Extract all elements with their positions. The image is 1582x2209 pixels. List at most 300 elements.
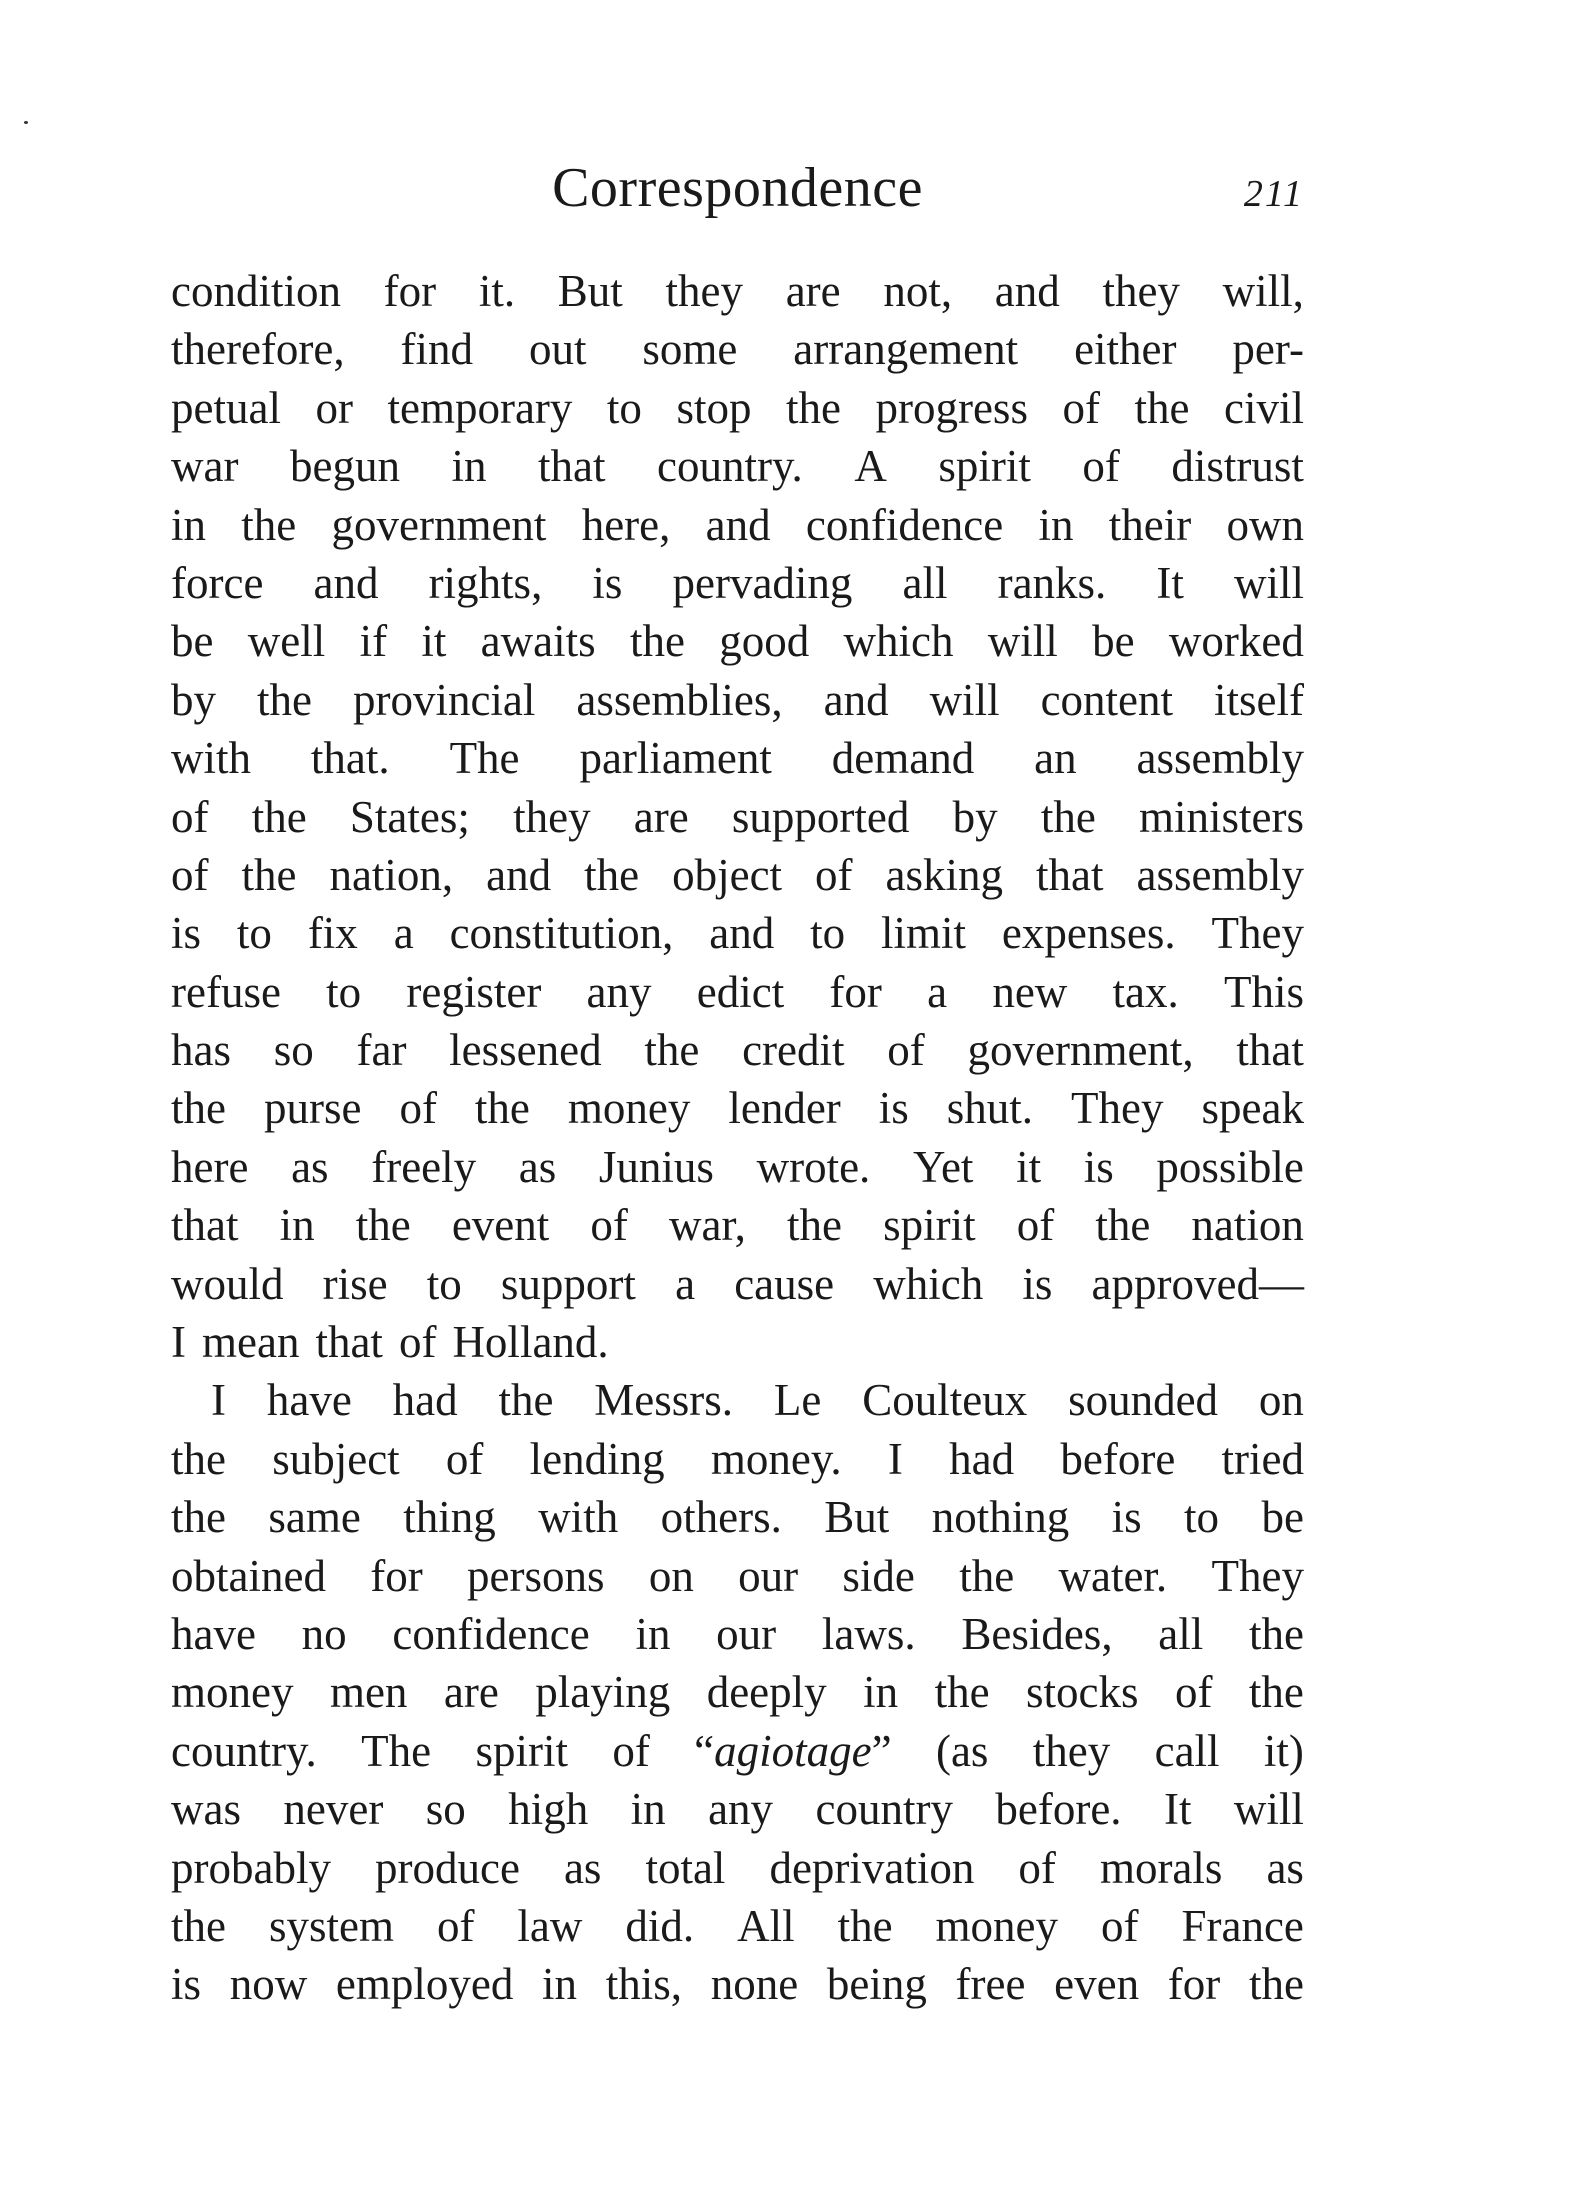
running-head-title: Correspondence: [552, 157, 923, 219]
text-line: [171, 846, 1304, 904]
word: it: [421, 616, 447, 667]
word: an: [1034, 733, 1077, 784]
word: government: [331, 499, 547, 550]
word: the: [498, 1375, 554, 1426]
word: their: [1108, 499, 1192, 550]
word: in: [279, 1200, 315, 1251]
word: Yet: [912, 1141, 974, 1192]
word: the: [787, 1200, 842, 1251]
word: temporary: [387, 382, 573, 433]
word: is: [1022, 1258, 1053, 1309]
text-line: [171, 1021, 1304, 1079]
word: per-: [1232, 324, 1304, 375]
word: being: [826, 1959, 927, 2010]
word: This: [1223, 966, 1304, 1017]
word: content: [1040, 674, 1174, 725]
word: force: [171, 557, 264, 608]
word: had: [392, 1375, 458, 1426]
word: the: [785, 382, 841, 433]
word: of: [445, 1433, 484, 1484]
word: will: [1233, 557, 1304, 608]
word: the: [629, 616, 685, 667]
word: constitution,: [449, 908, 674, 959]
word: if: [359, 616, 388, 667]
word: of: [398, 1317, 437, 1368]
word: the: [171, 1492, 226, 1543]
word: Junius: [598, 1141, 714, 1192]
text-line: [171, 788, 1304, 846]
text-line: [171, 963, 1304, 1021]
word: awaits: [480, 616, 596, 667]
word: government,: [967, 1025, 1194, 1076]
word: that.: [310, 733, 390, 784]
word: tax.: [1112, 966, 1179, 1017]
word: of: [590, 1200, 628, 1251]
word: assembly: [1136, 733, 1304, 784]
body-text: [171, 262, 1304, 2014]
word: before.: [995, 1784, 1122, 1835]
word: and: [823, 674, 889, 725]
word: register: [406, 966, 542, 1017]
word: for: [370, 1550, 423, 1601]
word: mean: [202, 1317, 300, 1368]
word: war: [171, 441, 239, 492]
word: as: [518, 1141, 557, 1192]
word: which: [873, 1258, 984, 1309]
word: confidence: [805, 499, 1004, 550]
text-line: [171, 671, 1304, 729]
word: deprivation: [769, 1842, 975, 1893]
word: in: [863, 1667, 899, 1718]
word: But: [557, 266, 623, 316]
word: in: [542, 1959, 578, 2010]
word: is: [592, 557, 623, 608]
text-line: [171, 612, 1304, 670]
word: is: [171, 1959, 202, 2010]
word: none: [710, 1959, 799, 2010]
word: never: [283, 1784, 384, 1835]
word: free: [955, 1959, 1026, 2010]
word: with: [538, 1492, 619, 1543]
word: probably: [171, 1842, 331, 1893]
word: the: [1248, 1959, 1304, 2010]
text-line: [171, 320, 1304, 378]
word: all: [902, 557, 948, 608]
word: had: [949, 1433, 1015, 1484]
word: country.: [657, 441, 803, 492]
word: did.: [625, 1900, 695, 1951]
word: thing: [403, 1492, 496, 1543]
word: spirit: [475, 1725, 568, 1776]
word: possible: [1156, 1141, 1304, 1192]
word: are: [785, 266, 841, 316]
word: they: [665, 266, 743, 316]
word: nation: [1191, 1200, 1304, 1251]
word: nothing: [931, 1492, 1070, 1543]
word: are: [443, 1667, 499, 1718]
ink-speck: [24, 121, 28, 124]
word: far: [356, 1025, 407, 1076]
word: nation,: [329, 849, 454, 900]
word: by: [952, 791, 998, 842]
word: will,: [1222, 266, 1304, 316]
word: petual: [171, 382, 281, 433]
word: is: [1083, 1141, 1114, 1192]
word: own: [1226, 499, 1304, 550]
word: cause: [734, 1258, 835, 1309]
word: out: [528, 324, 587, 375]
text-line: [171, 1255, 1304, 1313]
word: the: [1248, 1608, 1304, 1659]
word: lessened: [449, 1025, 602, 1076]
word: system: [268, 1900, 394, 1951]
word: that: [538, 441, 606, 492]
word: therefore,: [171, 324, 345, 375]
word: of: [1174, 1667, 1213, 1718]
word: to: [1184, 1492, 1220, 1543]
word: have: [266, 1375, 352, 1426]
word: this,: [605, 1959, 683, 2010]
word: to: [606, 382, 642, 433]
word: sounded: [1068, 1375, 1219, 1426]
word: and: [709, 908, 775, 959]
text-line: [171, 1897, 1304, 1955]
word: speak: [1201, 1083, 1304, 1134]
word: not,: [883, 266, 953, 316]
word: will: [987, 616, 1058, 667]
word: a: [393, 908, 414, 959]
word: They: [1211, 1550, 1304, 1601]
word: (as: [935, 1725, 989, 1776]
word: the: [837, 1900, 893, 1951]
word: of: [171, 791, 209, 842]
word: of: [1062, 382, 1100, 433]
text-line: [171, 262, 1304, 320]
word: support: [500, 1258, 636, 1309]
text-line: [171, 496, 1304, 554]
word: money: [171, 1667, 294, 1718]
word: Holland.: [452, 1317, 609, 1368]
running-head: [171, 148, 1304, 228]
word: the: [474, 1083, 530, 1134]
word: purse: [263, 1083, 362, 1134]
word: others.: [660, 1492, 782, 1543]
word: of: [1100, 1900, 1139, 1951]
word: States;: [349, 791, 470, 842]
word: or: [315, 382, 353, 433]
word: money: [567, 1083, 691, 1134]
word: and: [705, 499, 771, 550]
word: the: [241, 499, 297, 550]
word: on: [648, 1550, 694, 1601]
word: the: [644, 1025, 700, 1076]
word: “agiotage”: [694, 1725, 892, 1776]
word: would: [171, 1258, 284, 1309]
word: fix: [307, 908, 358, 959]
word: civil: [1223, 382, 1304, 433]
word: has: [171, 1025, 231, 1076]
word: object: [672, 849, 783, 900]
word: same: [268, 1492, 361, 1543]
word: on: [1258, 1375, 1304, 1426]
word: employed: [335, 1959, 514, 2010]
word: before: [1060, 1433, 1176, 1484]
word: be: [1092, 616, 1135, 667]
word: the: [355, 1200, 411, 1251]
word: men: [329, 1667, 408, 1718]
word: condition: [171, 266, 341, 316]
text-line: [171, 1605, 1304, 1663]
word: in: [171, 499, 207, 550]
word: country: [815, 1784, 953, 1835]
word: The: [449, 733, 520, 784]
word: produce: [374, 1842, 520, 1893]
word: tried: [1221, 1433, 1304, 1484]
word: have: [171, 1608, 256, 1659]
word: as: [563, 1842, 602, 1893]
word: will: [929, 674, 1000, 725]
word: the: [256, 674, 312, 725]
word: which: [843, 616, 954, 667]
text-line: [171, 1839, 1304, 1897]
word: the: [171, 1083, 226, 1134]
word: they: [513, 791, 591, 842]
word: of: [171, 849, 209, 900]
word: be: [1261, 1492, 1304, 1543]
text-line: [171, 554, 1304, 612]
word: I: [211, 1375, 226, 1426]
word: Messrs.: [594, 1375, 734, 1426]
word: call: [1154, 1725, 1220, 1776]
word: and: [313, 557, 379, 608]
word: money.: [710, 1433, 842, 1484]
word: confidence: [392, 1608, 590, 1659]
word: any: [708, 1784, 774, 1835]
word: Besides,: [961, 1608, 1113, 1659]
word: expenses.: [1001, 908, 1176, 959]
word: It: [1156, 557, 1184, 608]
word: of: [436, 1900, 475, 1951]
word: that: [1036, 849, 1104, 900]
word: limit: [881, 908, 967, 959]
word: freely: [371, 1141, 477, 1192]
word: in: [1038, 499, 1074, 550]
word: Le: [773, 1375, 822, 1426]
word: ranks.: [997, 557, 1107, 608]
word: in: [451, 441, 487, 492]
text-line: [171, 1780, 1304, 1838]
word: stocks: [1026, 1667, 1139, 1718]
text-line: [171, 1313, 1304, 1371]
text-line: [171, 1430, 1304, 1488]
word: refuse: [171, 966, 281, 1017]
word: that: [315, 1317, 383, 1368]
word: here: [171, 1141, 249, 1192]
word: no: [301, 1608, 347, 1659]
word: is: [878, 1083, 909, 1134]
word: rights,: [428, 557, 543, 608]
word: morals: [1099, 1842, 1223, 1893]
word: any: [586, 966, 652, 1017]
word: pervading: [672, 557, 853, 608]
word: high: [508, 1784, 589, 1835]
word: lending: [529, 1433, 665, 1484]
page-number: 211: [1243, 173, 1304, 215]
word: Coulteux: [862, 1375, 1028, 1426]
word: the: [171, 1900, 226, 1951]
word: a: [675, 1258, 696, 1309]
word: it): [1263, 1725, 1304, 1776]
word: provincial: [352, 674, 536, 725]
word: asking: [885, 849, 1004, 900]
text-line: [171, 729, 1304, 787]
text-line: [171, 379, 1304, 437]
word: for: [1167, 1959, 1221, 2010]
word: good: [719, 616, 810, 667]
word: here,: [581, 499, 671, 550]
word: that: [171, 1200, 239, 1251]
text-line: [171, 1663, 1304, 1721]
word: so: [425, 1784, 466, 1835]
text-line: [171, 1547, 1304, 1605]
word: persons: [467, 1550, 605, 1601]
text-line: [171, 1079, 1304, 1137]
word: laws.: [821, 1608, 916, 1659]
word: worked: [1168, 616, 1304, 667]
word: rise: [322, 1258, 388, 1309]
word: the: [1248, 1667, 1304, 1718]
word: for: [829, 966, 882, 1017]
word: our: [716, 1608, 777, 1659]
word: are: [633, 791, 689, 842]
word: with: [171, 733, 252, 784]
word: of: [1082, 441, 1120, 492]
word: stop: [676, 382, 752, 433]
word: either: [1074, 324, 1177, 375]
word: of: [1018, 1842, 1056, 1893]
word: supported: [731, 791, 910, 842]
word: the: [241, 849, 297, 900]
word: money: [935, 1900, 1059, 1951]
word: our: [738, 1550, 799, 1601]
word: of: [612, 1725, 650, 1776]
word: even: [1054, 1959, 1140, 2010]
word: progress: [875, 382, 1028, 433]
text-line: [171, 1371, 1304, 1429]
word: The: [361, 1725, 432, 1776]
word: to: [810, 908, 846, 959]
word: I: [171, 1317, 186, 1368]
word: spirit: [938, 441, 1031, 492]
word: they: [1102, 266, 1180, 316]
word: parliament: [579, 733, 772, 784]
text-line: [171, 1722, 1304, 1780]
word: the: [171, 1433, 226, 1484]
word: All: [737, 1900, 795, 1951]
word: assembly: [1136, 849, 1304, 900]
word: well: [247, 616, 326, 667]
word: it.: [478, 266, 516, 316]
word: as: [1266, 1842, 1304, 1893]
word: now: [229, 1959, 308, 2010]
word: all: [1158, 1608, 1204, 1659]
word: in: [630, 1784, 666, 1835]
word: arrangement: [793, 324, 1019, 375]
word: assemblies,: [576, 674, 783, 725]
word: new: [992, 966, 1068, 1017]
word: deeply: [706, 1667, 827, 1718]
word: approved—: [1091, 1258, 1304, 1309]
word: is: [1111, 1492, 1142, 1543]
word: begun: [289, 441, 400, 492]
text-line: [171, 1196, 1304, 1254]
word: But: [824, 1492, 890, 1543]
word: and: [994, 266, 1060, 316]
word: I: [887, 1433, 903, 1484]
word: playing: [535, 1667, 671, 1718]
word: the: [251, 791, 307, 842]
word: France: [1181, 1900, 1304, 1951]
word: demand: [831, 733, 975, 784]
word: for: [383, 266, 437, 316]
word: the: [959, 1550, 1015, 1601]
word: find: [400, 324, 474, 375]
word: to: [426, 1258, 462, 1309]
word: country.: [171, 1725, 317, 1776]
word: ministers: [1139, 791, 1304, 842]
word: the: [1095, 1200, 1151, 1251]
word: It: [1163, 1784, 1192, 1835]
word: obtained: [171, 1550, 326, 1601]
text-line: [171, 1955, 1304, 2013]
word: is: [171, 908, 202, 959]
text-line: [171, 1488, 1304, 1546]
word: subject: [272, 1433, 400, 1484]
word: and: [486, 849, 552, 900]
word: total: [645, 1842, 726, 1893]
text-line: [171, 437, 1304, 495]
word: the: [934, 1667, 990, 1718]
word: some: [642, 324, 738, 375]
word: event: [451, 1200, 550, 1251]
word: the: [1040, 791, 1096, 842]
word: in: [635, 1608, 671, 1659]
word: a: [927, 966, 948, 1017]
text-line: [171, 904, 1304, 962]
word: side: [842, 1550, 915, 1601]
word: of: [815, 849, 853, 900]
word: it: [1016, 1141, 1042, 1192]
word: itself: [1214, 674, 1304, 725]
word: spirit: [883, 1200, 976, 1251]
word: of: [1016, 1200, 1055, 1251]
word: as: [291, 1141, 329, 1192]
text-line: [171, 1138, 1304, 1196]
word: A: [854, 441, 887, 492]
word: water.: [1058, 1550, 1168, 1601]
word: They: [1211, 908, 1304, 959]
word: to: [236, 908, 272, 959]
word: shut.: [946, 1083, 1034, 1134]
word: They: [1071, 1083, 1164, 1134]
word: of: [887, 1025, 925, 1076]
word: the: [1134, 382, 1190, 433]
word: the: [584, 849, 640, 900]
word: by: [171, 674, 216, 725]
word: will: [1233, 1784, 1304, 1835]
word: of: [399, 1083, 437, 1134]
word: be: [171, 616, 214, 667]
